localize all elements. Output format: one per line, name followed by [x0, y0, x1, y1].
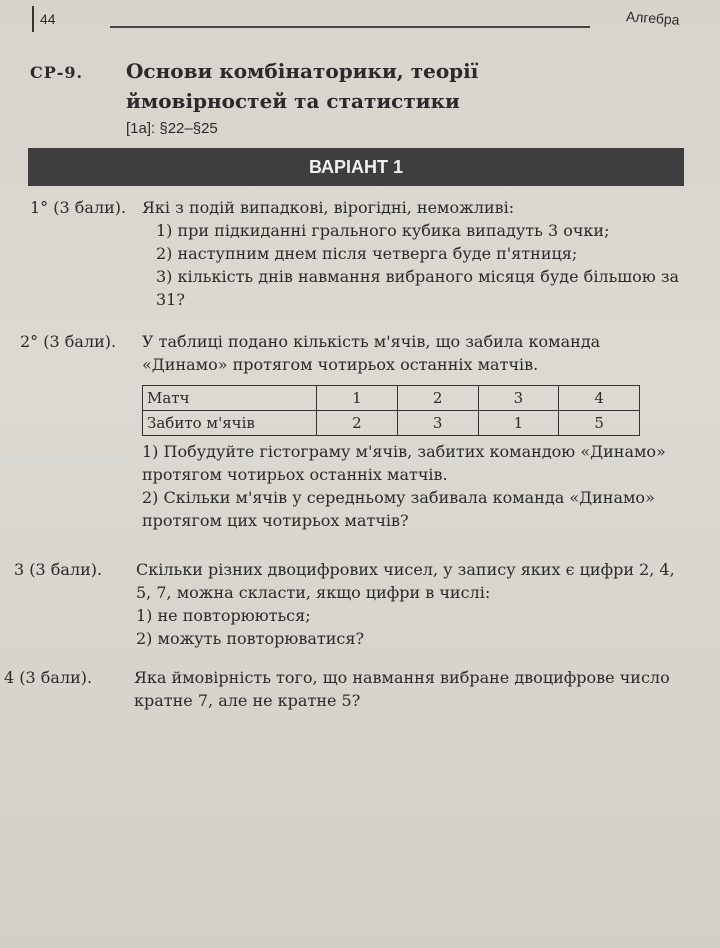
- variant-banner: ВАРІАНТ 1: [28, 148, 684, 186]
- task-item: 1) при підкиданні грального кубика випадуть 3 очки;: [156, 221, 610, 240]
- table-cell: 2: [397, 386, 478, 411]
- task-text: [142, 440, 690, 532]
- task-number: 3 (3 бали).: [14, 560, 103, 579]
- table-cell: 5: [559, 411, 640, 436]
- task-question: У таблиці подано кількість м'ячів, що забила команда «Динамо» протягом чотирьох останніх матчів.: [142, 332, 601, 374]
- table-cell: 1: [478, 411, 559, 436]
- table-row: [143, 411, 640, 436]
- task-item: 2) наступним днем після четверга буде п'ятниця;: [156, 244, 578, 263]
- task-item: 2) Скільки м'ячів у середньому забивала команда «Динамо» протягом цих чотирьох матчів?: [142, 488, 655, 530]
- table-cell: 2: [317, 411, 398, 436]
- task-item: 1) не повторюються;: [136, 606, 311, 625]
- task-question: Скільки різних двоцифрових чисел, у запису яких є цифри 2, 4, 5, 7, можна скласти, якщо цифри в числі:: [136, 560, 675, 602]
- table-cell: Матч: [143, 386, 317, 411]
- task-item: 3) кількість днів навмання вибраного місяця буде більшою за 31?: [156, 267, 680, 309]
- table-cell: 4: [559, 386, 640, 411]
- table-row: [143, 386, 640, 411]
- subject-label: Алгебра: [625, 8, 681, 28]
- task-item: 2) можуть повторюватися?: [136, 629, 365, 648]
- table-cell: 1: [317, 386, 398, 411]
- task-question: Яка ймовірність того, що навмання вибране двоцифрове число кратне 7, але не кратне 5?: [134, 668, 670, 710]
- table-cell: 3: [397, 411, 478, 436]
- section-reference: [1а]: §22–§25: [126, 120, 218, 137]
- task-number: 4 (3 бали).: [4, 668, 93, 687]
- table-cell: 3: [478, 386, 559, 411]
- section-title: Основи комбінаторики, теорії ймовірностей та статистики: [126, 59, 479, 113]
- goals-table: [142, 385, 640, 436]
- table-cell: Забито м'ячів: [143, 411, 317, 436]
- section-code: СР-9.: [30, 63, 84, 82]
- header-rule: [110, 26, 590, 28]
- task-text: [136, 558, 690, 650]
- task-question: Які з подій випадкові, вірогідні, неможливі:: [142, 198, 515, 217]
- task-number: 1° (3 бали).: [30, 198, 127, 217]
- page-number: 44: [32, 6, 56, 32]
- task-item: 1) Побудуйте гістограму м'ячів, забитих командою «Динамо» протягом чотирьох останніх матчів.: [142, 442, 666, 484]
- task-number: 2° (3 бали).: [20, 332, 117, 351]
- task-text: [142, 196, 690, 311]
